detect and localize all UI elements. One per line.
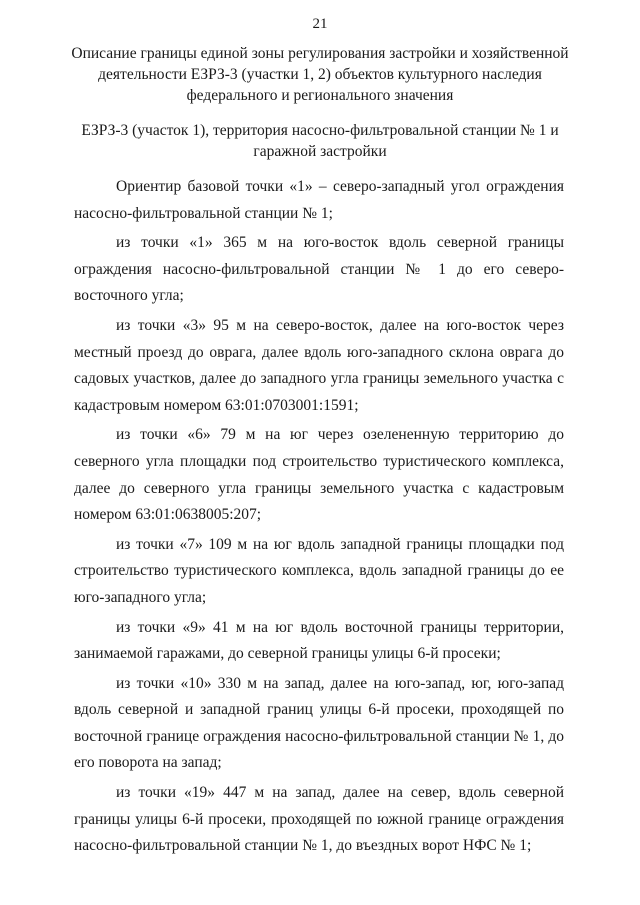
paragraph-2: из точки «1» 365 м на юго-восток вдоль северной границы ограждения насосно-фильтровальной станции № 1 до его северо-восточного угла;	[74, 234, 564, 305]
document-title: Описание границы единой зоны регулирования застройки и хозяйственной деятельности ЕЗРЗ-3 (участки 1, 2) объектов культурного наследия федерального и регионального значения	[71, 45, 569, 104]
section-heading: ЕЗРЗ-3 (участок 1), территория насосно-фильтровальной станции № 1 и гаражной застройки	[81, 122, 559, 160]
paragraph-1: Ориентир базовой точки «1» – северо-западный угол ограждения насосно-фильтровальной станции № 1;	[74, 178, 564, 222]
paragraph-5: из точки «7» 109 м на юг вдоль западной границы площадки под строительство туристического комплекса, вдоль западной границы до ее юго-западного угла;	[74, 535, 564, 606]
body-text	[74, 174, 564, 863]
paragraph-6: из точки «9» 41 м на юг вдоль восточной границы территории, занимаемой гаражами, до северной границы улицы 6-й просеки;	[74, 618, 564, 663]
paragraph-4: из точки «6» 79 м на юг через озелененную территорию до северного угла площадки под строительство туристического комплекса, далее до северного угла границы земельного участка с кадастровым номером 63:01:0638005:207;	[74, 426, 564, 524]
paragraph-8: из точки «19» 447 м на запад, далее на север, вдоль северной границы улицы 6-й просеки, проходящей по южной границе ограждения насосно-фильтровальной станции № 1, до въездных ворот НФС № 1;	[74, 784, 564, 855]
page-number: 21	[312, 16, 328, 32]
paragraph-3: из точки «3» 95 м на северо-восток, далее на юго-восток через местный проезд до оврага, далее вдоль юго-западного склона оврага до садовых участков, далее до западного угла границы земельного участка с кадастровым номером 63:01:0703001:1591;	[74, 316, 564, 414]
paragraph-7: из точки «10» 330 м на запад, далее на юго-запад, юг, юго-запад вдоль северной и западной границ улицы 6-й просеки, проходящей по восточной границе ограждения насосно-фильтровальной станции № 1, до его поворота на запад;	[74, 674, 564, 772]
